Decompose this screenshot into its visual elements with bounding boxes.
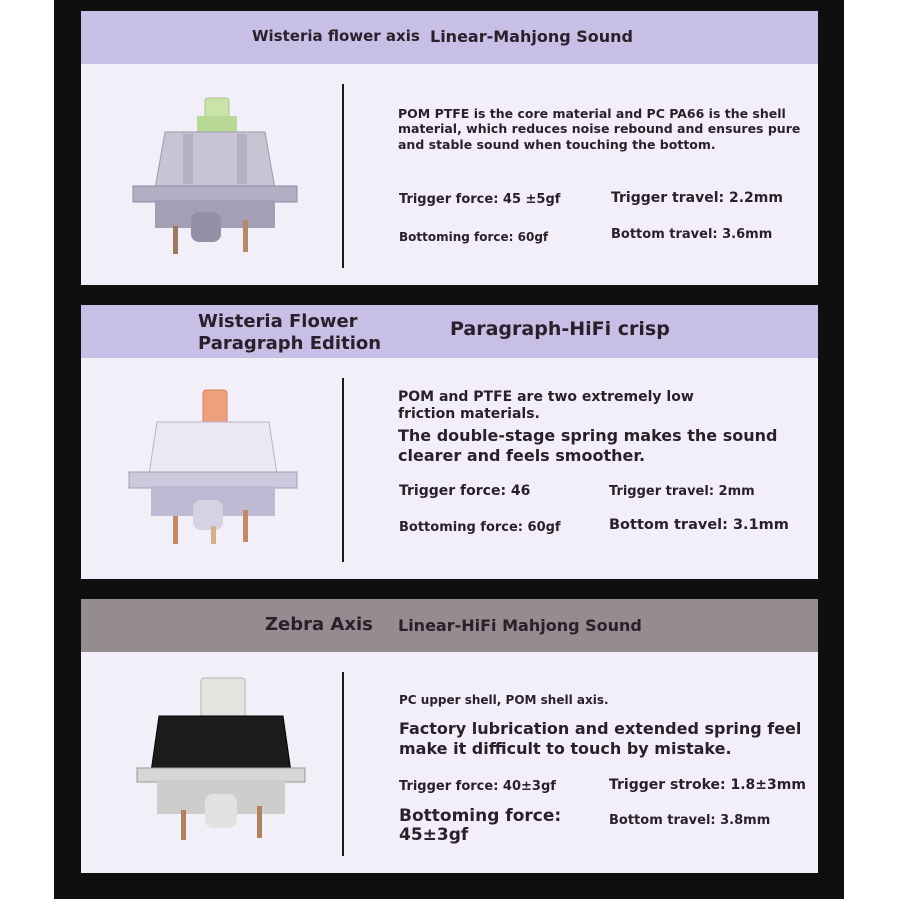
card-header (81, 599, 818, 652)
card-description-small: PC upper shell, POM shell axis. (399, 693, 609, 707)
card-subtitle: Linear-HiFi Mahjong Sound (398, 616, 642, 635)
description-line: and stable sound when touching the bottom. (398, 136, 716, 152)
card-title: Wisteria flower axis (252, 27, 420, 45)
card-description-large (399, 719, 801, 758)
card-description-large (398, 426, 777, 465)
card-header (81, 11, 818, 64)
card-body (81, 358, 818, 579)
card-description-small (398, 389, 694, 423)
spec-bottoming-force: Bottoming force: 60gf (399, 230, 549, 244)
spec-line: 45±3gf (399, 824, 469, 845)
wisteria-switch-image (125, 94, 305, 264)
description-line: POM PTFE is the core material and PC PA66 is the shell (398, 106, 786, 121)
switch-card-wisteria (81, 11, 818, 285)
description-line: friction materials. (398, 406, 540, 423)
vertical-divider (342, 84, 344, 268)
description-line: POM and PTFE are two extremely low (398, 389, 694, 405)
spec-bottom-travel: Bottom travel: 3.6mm (611, 227, 773, 242)
spec-bottoming-force: Bottoming force: 60gf (399, 520, 561, 535)
card-header (81, 305, 818, 358)
card-title: Zebra Axis (265, 614, 373, 635)
spec-bottoming-force (399, 807, 561, 844)
description-line: clearer and feels smoother. (398, 445, 646, 465)
spec-line: Bottoming force: (399, 806, 562, 826)
spec-trigger-force: Trigger force: 40±3gf (399, 779, 556, 794)
spec-trigger-force: Trigger force: 45 ±5gf (399, 192, 561, 207)
card-subtitle: Paragraph-HiFi crisp (450, 318, 670, 340)
card-subtitle: Linear-Mahjong Sound (430, 27, 633, 46)
spec-bottom-travel: Bottom travel: 3.1mm (609, 517, 789, 533)
spec-trigger-travel: Trigger travel: 2mm (609, 484, 755, 499)
description-line: make it difficult to touch by mistake. (399, 738, 732, 758)
spec-trigger-stroke: Trigger stroke: 1.8±3mm (609, 777, 806, 793)
card-body (81, 64, 818, 285)
spec-bottom-travel: Bottom travel: 3.8mm (609, 813, 771, 828)
card-title-line1: Wisteria Flower (198, 311, 358, 332)
card-description (398, 106, 800, 152)
wisteria-paragraph-switch-image (123, 386, 303, 556)
spec-trigger-force: Trigger force: 46 (399, 483, 531, 499)
description-line: The double-stage spring makes the sound (398, 426, 778, 445)
card-body (81, 652, 818, 873)
vertical-divider (342, 378, 344, 562)
vertical-divider (342, 672, 344, 856)
switch-card-zebra (81, 599, 818, 873)
description-line: material, which reduces noise rebound and ensures pure (398, 121, 801, 137)
spec-trigger-travel: Trigger travel: 2.2mm (611, 190, 783, 206)
card-title-line2: Paragraph Edition (198, 333, 382, 354)
switch-card-wisteria-paragraph (81, 305, 818, 579)
description-line: Factory lubrication and extended spring feel (399, 719, 802, 738)
zebra-switch-image (131, 676, 311, 856)
